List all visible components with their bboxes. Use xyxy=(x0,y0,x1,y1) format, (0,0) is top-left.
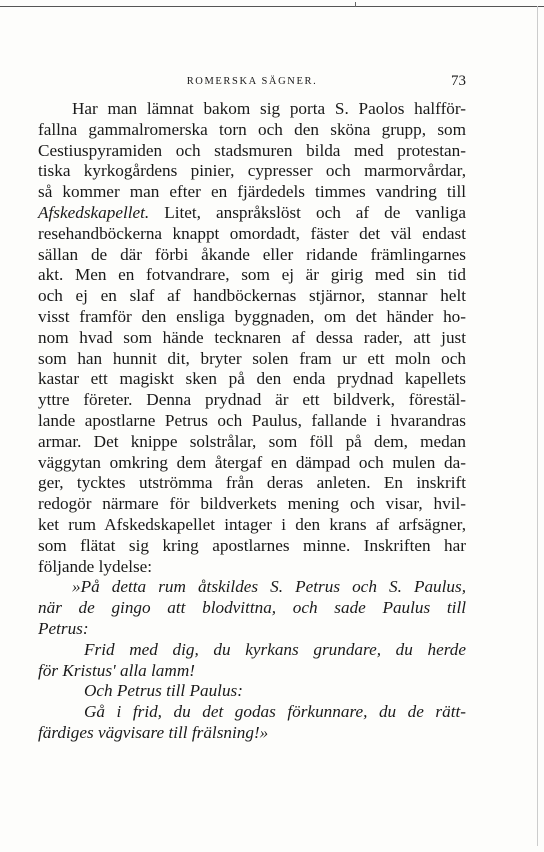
text-line: Cestiuspyramiden och stadsmuren bilda med protestan- xyxy=(38,140,466,160)
text-line: Frid med dig, du kyrkans grundare, du herde xyxy=(84,639,466,659)
text-line: Petrus: xyxy=(38,618,89,638)
text-line: väggytan omkring dem återgaf en dämpad och mulen da- xyxy=(38,452,466,472)
text-line: armar. Det knippe solstrålar, som föll på dem, medan xyxy=(38,431,466,451)
text-line: akt. Men en fotvandrare, som ej är girig med sin tid xyxy=(38,265,466,285)
text-line: tiska kyrkogårdens pinier, cypresser och marmorvårdar, xyxy=(38,161,466,181)
text-line: Gå i frid, du det godas förkunnare, du de rätt- xyxy=(84,702,466,722)
text-line: sällan de där förbi åkande eller ridande främlingarnes xyxy=(38,244,466,264)
page-number: 73 xyxy=(451,73,466,89)
text-line xyxy=(38,203,466,224)
text-line: så kommer man efter en fjärdedels timmes vandring till xyxy=(38,182,466,202)
text-line: yttre företer. Denna prydnad är ett bildverk, förestäl- xyxy=(38,390,466,410)
text-line: »På detta rum åtskildes S. Petrus och S. Paulus, xyxy=(72,577,466,597)
text-line: ger, tycktes utströmma från deras anleten. En inskrift xyxy=(38,473,466,493)
text-line: kastar ett magiskt sken på den enda prydnad kapellets xyxy=(38,369,466,389)
text-line: Har man lämnat bakom sig porta S. Paolos halfför- xyxy=(72,99,466,118)
text-line: som han hunnit dit, bryter solen fram ur ett moln och xyxy=(38,348,466,368)
text-line: Och Petrus till Paulus: xyxy=(84,681,243,701)
text-line: nom hvad som hände tecknaren af dessa rader, att just xyxy=(38,327,466,347)
text-line: lande apostlarne Petrus och Paulus, fallande i hvarandras xyxy=(38,410,466,430)
text-line: för Kristus' alla lamm! xyxy=(38,660,195,680)
text-line: redogör närmare för bildverkets mening och visar, hvil- xyxy=(38,494,466,514)
text-line: visst framför den ensliga byggnaden, om det händer ho- xyxy=(38,306,466,326)
text-line: resehandböckerna knappt omordadt, fäster det väl endast xyxy=(38,223,466,243)
text-segment: Litet, anspråkslöst och af de vanliga xyxy=(149,202,466,222)
body-text xyxy=(38,99,466,744)
text-line: och ej en slaf af handböckernas stjärnor, stannar helt xyxy=(38,286,466,306)
text-line: när de gingo att blodvittna, och sade Paulus till xyxy=(38,598,466,618)
text-line: följande lydelse: xyxy=(38,556,153,576)
running-head: ROMERSKA SÄGNER. xyxy=(186,76,318,87)
page-right-edge xyxy=(537,6,538,846)
text-line: ket rum Afskedskapellet intager i den krans af arfsägner, xyxy=(38,514,466,534)
italic-text-segment: Afskedskapellet. xyxy=(38,202,150,222)
text-line: som flätat sig kring apostlarnes minne. Inskriften har xyxy=(38,535,466,555)
text-line: färdiges vägvisare till frälsning!» xyxy=(38,722,269,742)
text-line: fallna gammalromerska torn och den sköna grupp, som xyxy=(38,119,466,139)
top-border-rule xyxy=(0,6,544,7)
page-header xyxy=(38,73,466,90)
top-border-tick xyxy=(355,2,356,7)
